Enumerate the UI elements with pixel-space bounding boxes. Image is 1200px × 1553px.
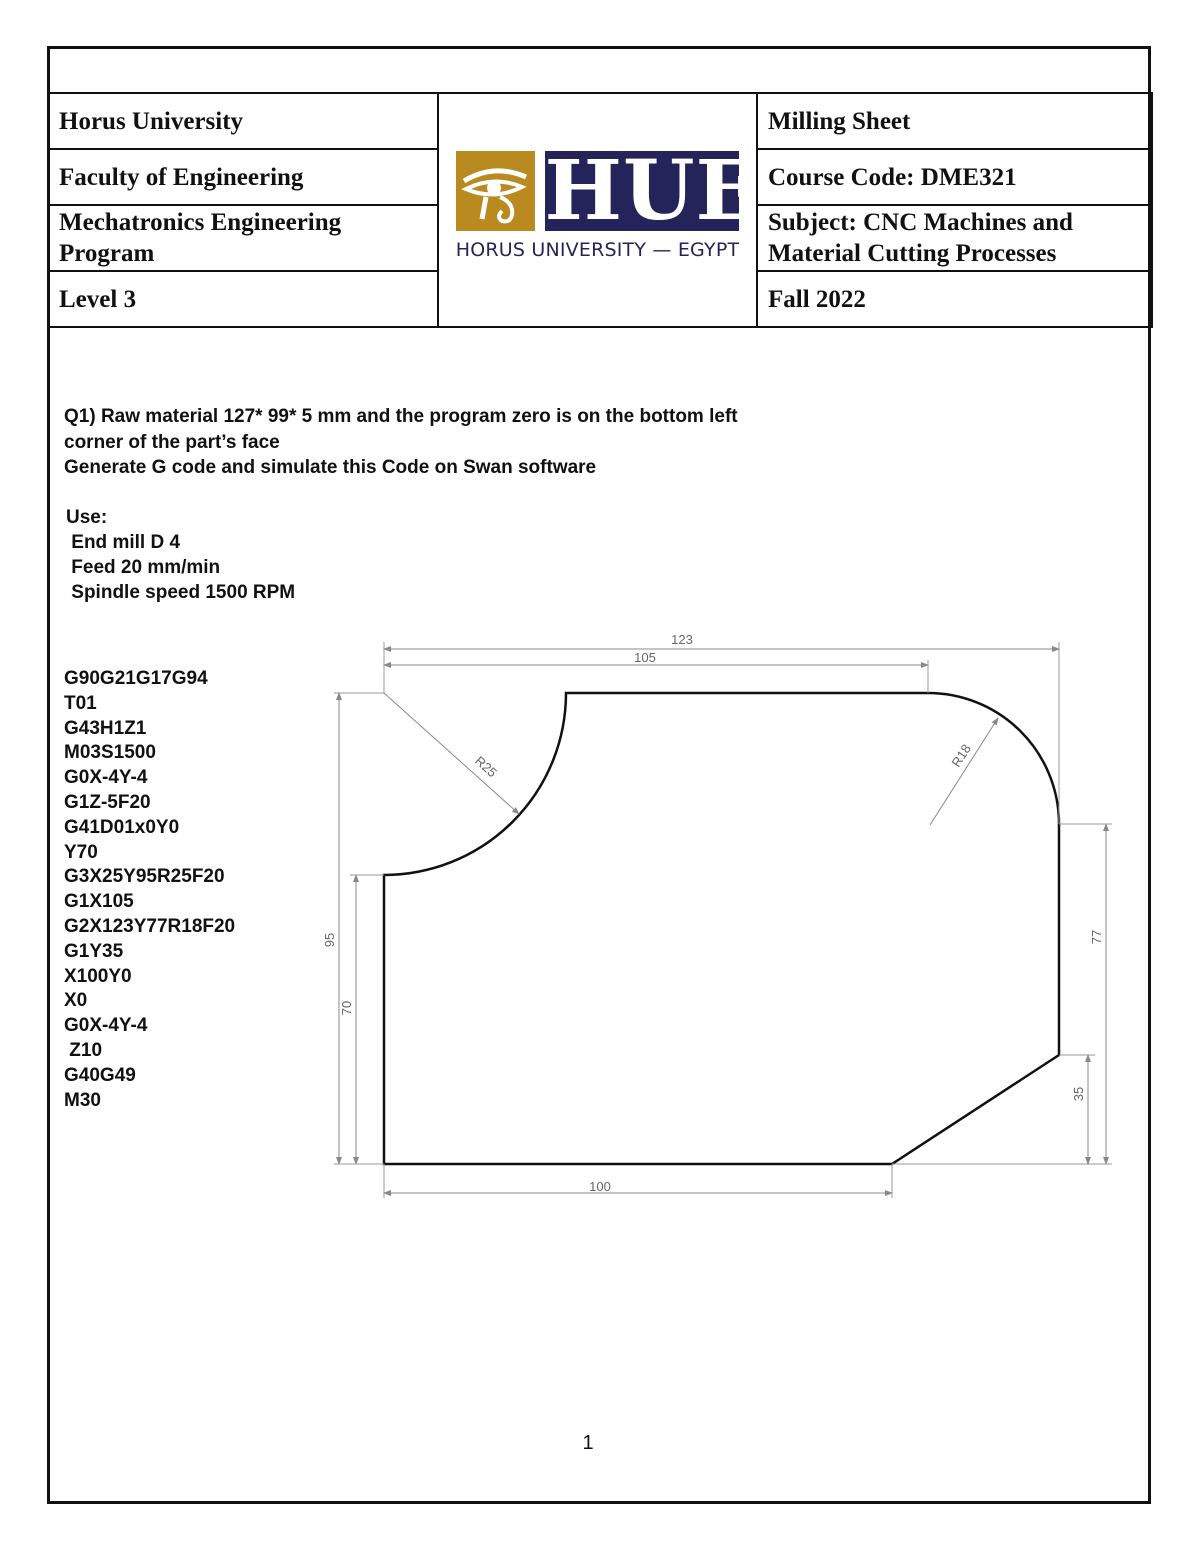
gcode-line: G1Y35 <box>64 940 124 962</box>
gcode-line: G43H1Z1 <box>64 717 147 739</box>
page-number: 1 <box>582 1432 594 1454</box>
dimension-label-35: 35 <box>1071 1086 1086 1102</box>
gcode-line: G0X-4Y-4 <box>64 767 148 789</box>
gcode-line: G41D01x0Y0 <box>64 816 180 838</box>
tooling-line: Feed 20 mm/min <box>66 557 221 578</box>
university-logo <box>455 143 759 261</box>
part-drawing <box>320 630 1120 1205</box>
dimension-label-100: 100 <box>589 1179 611 1194</box>
gcode-line: X0 <box>64 990 88 1012</box>
faculty-name: Faculty of Engineering <box>48 149 438 205</box>
dimension-label-77: 77 <box>1089 929 1104 945</box>
sheet-title: Milling Sheet <box>757 93 1152 149</box>
gcode-line: X100Y0 <box>64 965 132 987</box>
gcode-listing <box>64 667 235 1113</box>
level: Level 3 <box>48 271 438 327</box>
logo-cell <box>438 93 757 327</box>
gcode-line: G0X-4Y-4 <box>64 1015 148 1037</box>
extension-lines <box>334 642 1112 1198</box>
question-line: corner of the part’s face <box>64 431 280 453</box>
question-text <box>64 404 738 481</box>
dimension-label-105: 105 <box>634 650 656 665</box>
tooling-line: Use: <box>66 507 108 528</box>
gcode-line: Y70 <box>64 841 98 863</box>
gcode-line: T01 <box>64 692 97 714</box>
tooling-line: End mill D 4 <box>66 532 181 553</box>
question-line: Q1) Raw material 127* 99* 5 mm and the program zero is on the bottom left <box>64 406 738 427</box>
logo-wordmark: HUE <box>544 143 759 239</box>
university-name: Horus University <box>48 93 438 149</box>
program-name: Mechatronics Engineering Program <box>48 205 438 271</box>
gcode-line: G90G21G17G94 <box>64 668 208 689</box>
gcode-line: M30 <box>64 1089 101 1111</box>
dimension-label-70: 70 <box>339 1000 354 1016</box>
gcode-line: M03S1500 <box>64 742 156 764</box>
gcode-line: G3X25Y95R25F20 <box>64 866 225 888</box>
eye-of-horus-icon <box>456 151 535 231</box>
subject-name: Subject: CNC Machines and Material Cutting Processes <box>757 205 1152 271</box>
gcode-line: G1X105 <box>64 891 134 913</box>
radius-leader-25 <box>384 693 519 814</box>
gcode-line: Z10 <box>64 1039 103 1061</box>
dimension-label-95: 95 <box>322 932 337 948</box>
question-line: Generate G code and simulate this Code on Swan software <box>64 457 597 478</box>
tooling-line: Spindle speed 1500 RPM <box>66 582 296 603</box>
gcode-line: G1Z-5F20 <box>64 791 151 813</box>
gcode-line: G2X123Y77R18F20 <box>64 915 236 937</box>
radius-leader-18 <box>930 718 998 825</box>
gcode-line: G40G49 <box>64 1064 136 1086</box>
course-code: Course Code: DME321 <box>757 149 1152 205</box>
tooling-list <box>66 505 295 605</box>
radius-label-18: R18 <box>948 741 975 770</box>
term: Fall 2022 <box>757 271 1152 327</box>
dimension-label-123: 123 <box>671 632 693 647</box>
header-table <box>47 92 1153 328</box>
logo-subtitle: HORUS UNIVERSITY — EGYPT <box>455 239 740 261</box>
radius-label-25: R25 <box>472 753 500 781</box>
